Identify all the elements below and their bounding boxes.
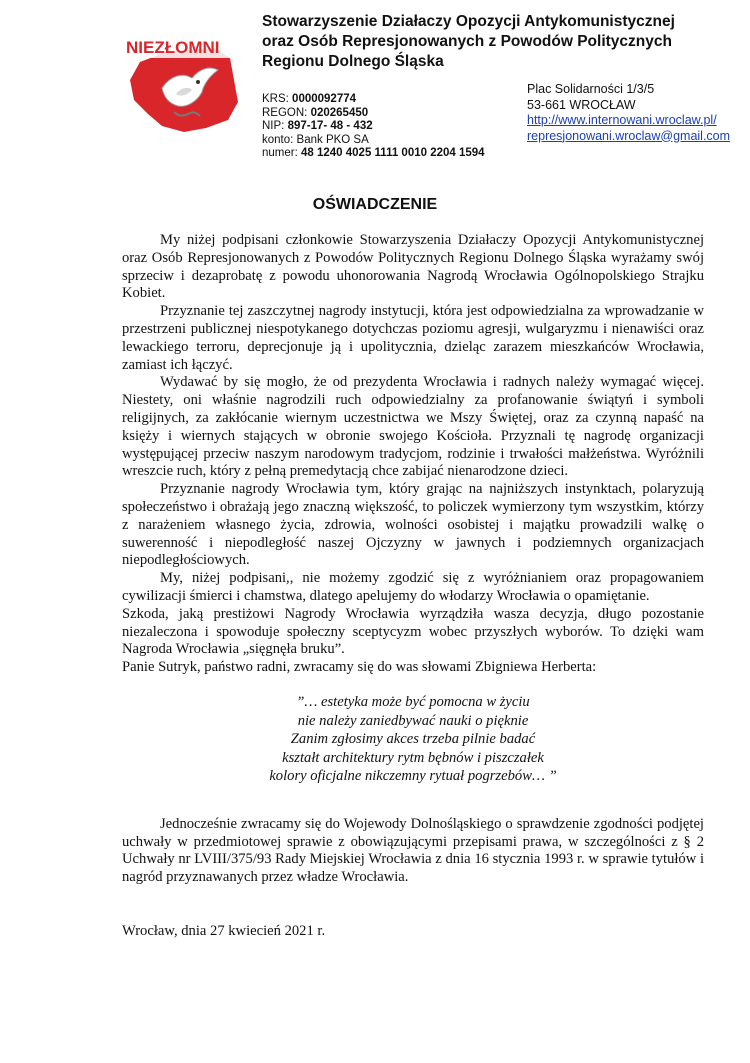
closing-paragraph: Jednocześnie zwracamy się do Wojewody Dolnośląskiego o sprawdzenie zgodności podjętej uchwały w przedmiotowej sprawie z obowiązującymi przepisami prawa, w szczególności z § 2 Uchwały nr LVIII/375/93 Rady Miejskiej Wrocławia z dnia 16 stycznia 1993 r. w sprawie tytułów i nagród przyznawanych przez władze Wrocławia. [122, 815, 704, 886]
registry-value: 897-17- 48 - 432 [287, 120, 373, 132]
registry-value: 020265450 [310, 106, 369, 119]
registry-value: Bank PKO SA [296, 133, 369, 146]
poem-line: nie należy zaniedbywać nauki o pięknie [297, 712, 529, 729]
registry-regon [262, 107, 485, 121]
registry-label: konto: [262, 133, 294, 146]
poem-quote [122, 693, 704, 786]
organization-logo [118, 28, 248, 138]
date-line: Wrocław, dnia 27 kwiecień 2021 r. [122, 923, 326, 940]
registry-label: REGON: [262, 106, 308, 119]
registry-account [262, 147, 485, 161]
paragraph: Przyznanie tej zaszczytnej nagrody instytucji, która jest odpowiedzialna za wprowadzanie w przestrzeni publicznej niespotykanego dotychczas poziomu agresji, wulgaryzmu i nienawiści oraz lewackiego terroru, deprecjonuje ją i upolitycznia, dzieląc zarazem mieszkańców Wrocławia, zamiast ich łączyć. [122, 303, 704, 373]
registry-label: NIP: [262, 120, 285, 132]
address-street: Plac Solidarności 1/3/5 [527, 82, 655, 96]
org-name-line: Stowarzyszenie Działaczy Opozycji Antykomunistycznej [262, 13, 675, 30]
paragraph: My niżej podpisani członkowie Stowarzyszenia Działaczy Opozycji Antykomunistycznej oraz Osób Represjonowanych z Powodów Politycznych Regionu Dolnego Śląska wyrażamy swój sprzeciw i dezaprobatę z powodu uhonorowania Nagrodą Wrocławia Ogólnopolskiego Strajku Kobiet. [122, 232, 704, 302]
registry-bank [262, 134, 485, 148]
poem-line: kształt architektury rytm bębnów i piszczałek [282, 749, 544, 766]
website-link[interactable]: http://www.internowani.wroclaw.pl/ [527, 113, 717, 127]
paragraph: Przyznanie nagrody Wrocławia tym, który grając na najniższych instynktach, polaryzują społeczeństwo i obrażają jego znaczną większość, to policzek wymierzony tym wszystkim, którzy z narażeniem własnego życia, zdrowia, wolności osobistej i majątku prowadzili walkę o suwerenność i niepodległość naszej Ojczyzny w jawnych i podziemnych organizacjach niepodległościowych. [122, 481, 704, 569]
paragraph: Panie Sutryk, państwo radni, zwracamy się do was słowami Zbigniewa Herberta: [122, 659, 597, 676]
paragraph: Szkoda, jaką prestiżowi Nagrody Wrocławia wyrządziła wasza decyzja, długo pozostanie niezaleczona i spowoduje społeczny sceptycyzm wobec przyszłych wyborów. To dzięki wam Nagroda Wrocławia „sięgnęła bruku”. [122, 605, 704, 658]
registry-value: 0000092774 [292, 93, 357, 105]
poem-line: ”… estetyka może być pomocna w życiu [296, 693, 530, 710]
registry-label: numer: [262, 147, 298, 159]
address-city: 53-661 WROCŁAW [527, 97, 636, 112]
registry-label: KRS: [262, 93, 289, 105]
organization-name [262, 12, 732, 72]
document-body [122, 232, 704, 941]
registry-nip [262, 120, 485, 134]
org-name-line: oraz Osób Represjonowanych z Powodów Politycznych [262, 33, 672, 50]
poem-line: Zanim zgłosimy akces trzeba pilnie badać [290, 731, 536, 748]
registry-value: 48 1240 4025 1111 0010 2204 1594 [301, 147, 485, 159]
registry-krs [262, 93, 485, 107]
paragraph: My, niżej podpisani,, nie możemy zgodzić się z wyróżnianiem oraz propagowaniem cywilizacji śmierci i chamstwa, dlatego apelujemy do włodarzy Wrocławia o opamiętanie. [122, 570, 704, 604]
logo-text: NIEZŁOMNI [126, 38, 220, 57]
registry-info [262, 93, 485, 161]
address-block [527, 82, 730, 144]
document-title: OŚWIADCZENIE [312, 196, 438, 213]
org-name-line: Regionu Dolnego Śląska [262, 53, 444, 70]
email-link[interactable]: represjonowani.wroclaw@gmail.com [527, 128, 731, 143]
paragraph: Wydawać by się mogło, że od prezydenta Wrocławia i radnych należy wymagać więcej. Niestety, oni właśnie nagrodzili ruch odpowiedzialny za profanowanie świątyń i symboli religijnych, za zakłócanie wiernym uczestnictwa we Mszy Świętej, oraz za czynną napaść na księży i wiernych stających w obronie swojego Kościoła. Przyznali tę nagrodę organizacji występującej przeciw naszym narodowym tradycjom, rodzinie i trwałości małżeństwa. Wyróżnili wreszcie ruch, który z pełną premedytacją chce zabijać nienarodzone dzieci. [122, 374, 704, 480]
poem-line: kolory oficjalne nikczemny rytuał pogrzebów… ” [269, 768, 557, 785]
